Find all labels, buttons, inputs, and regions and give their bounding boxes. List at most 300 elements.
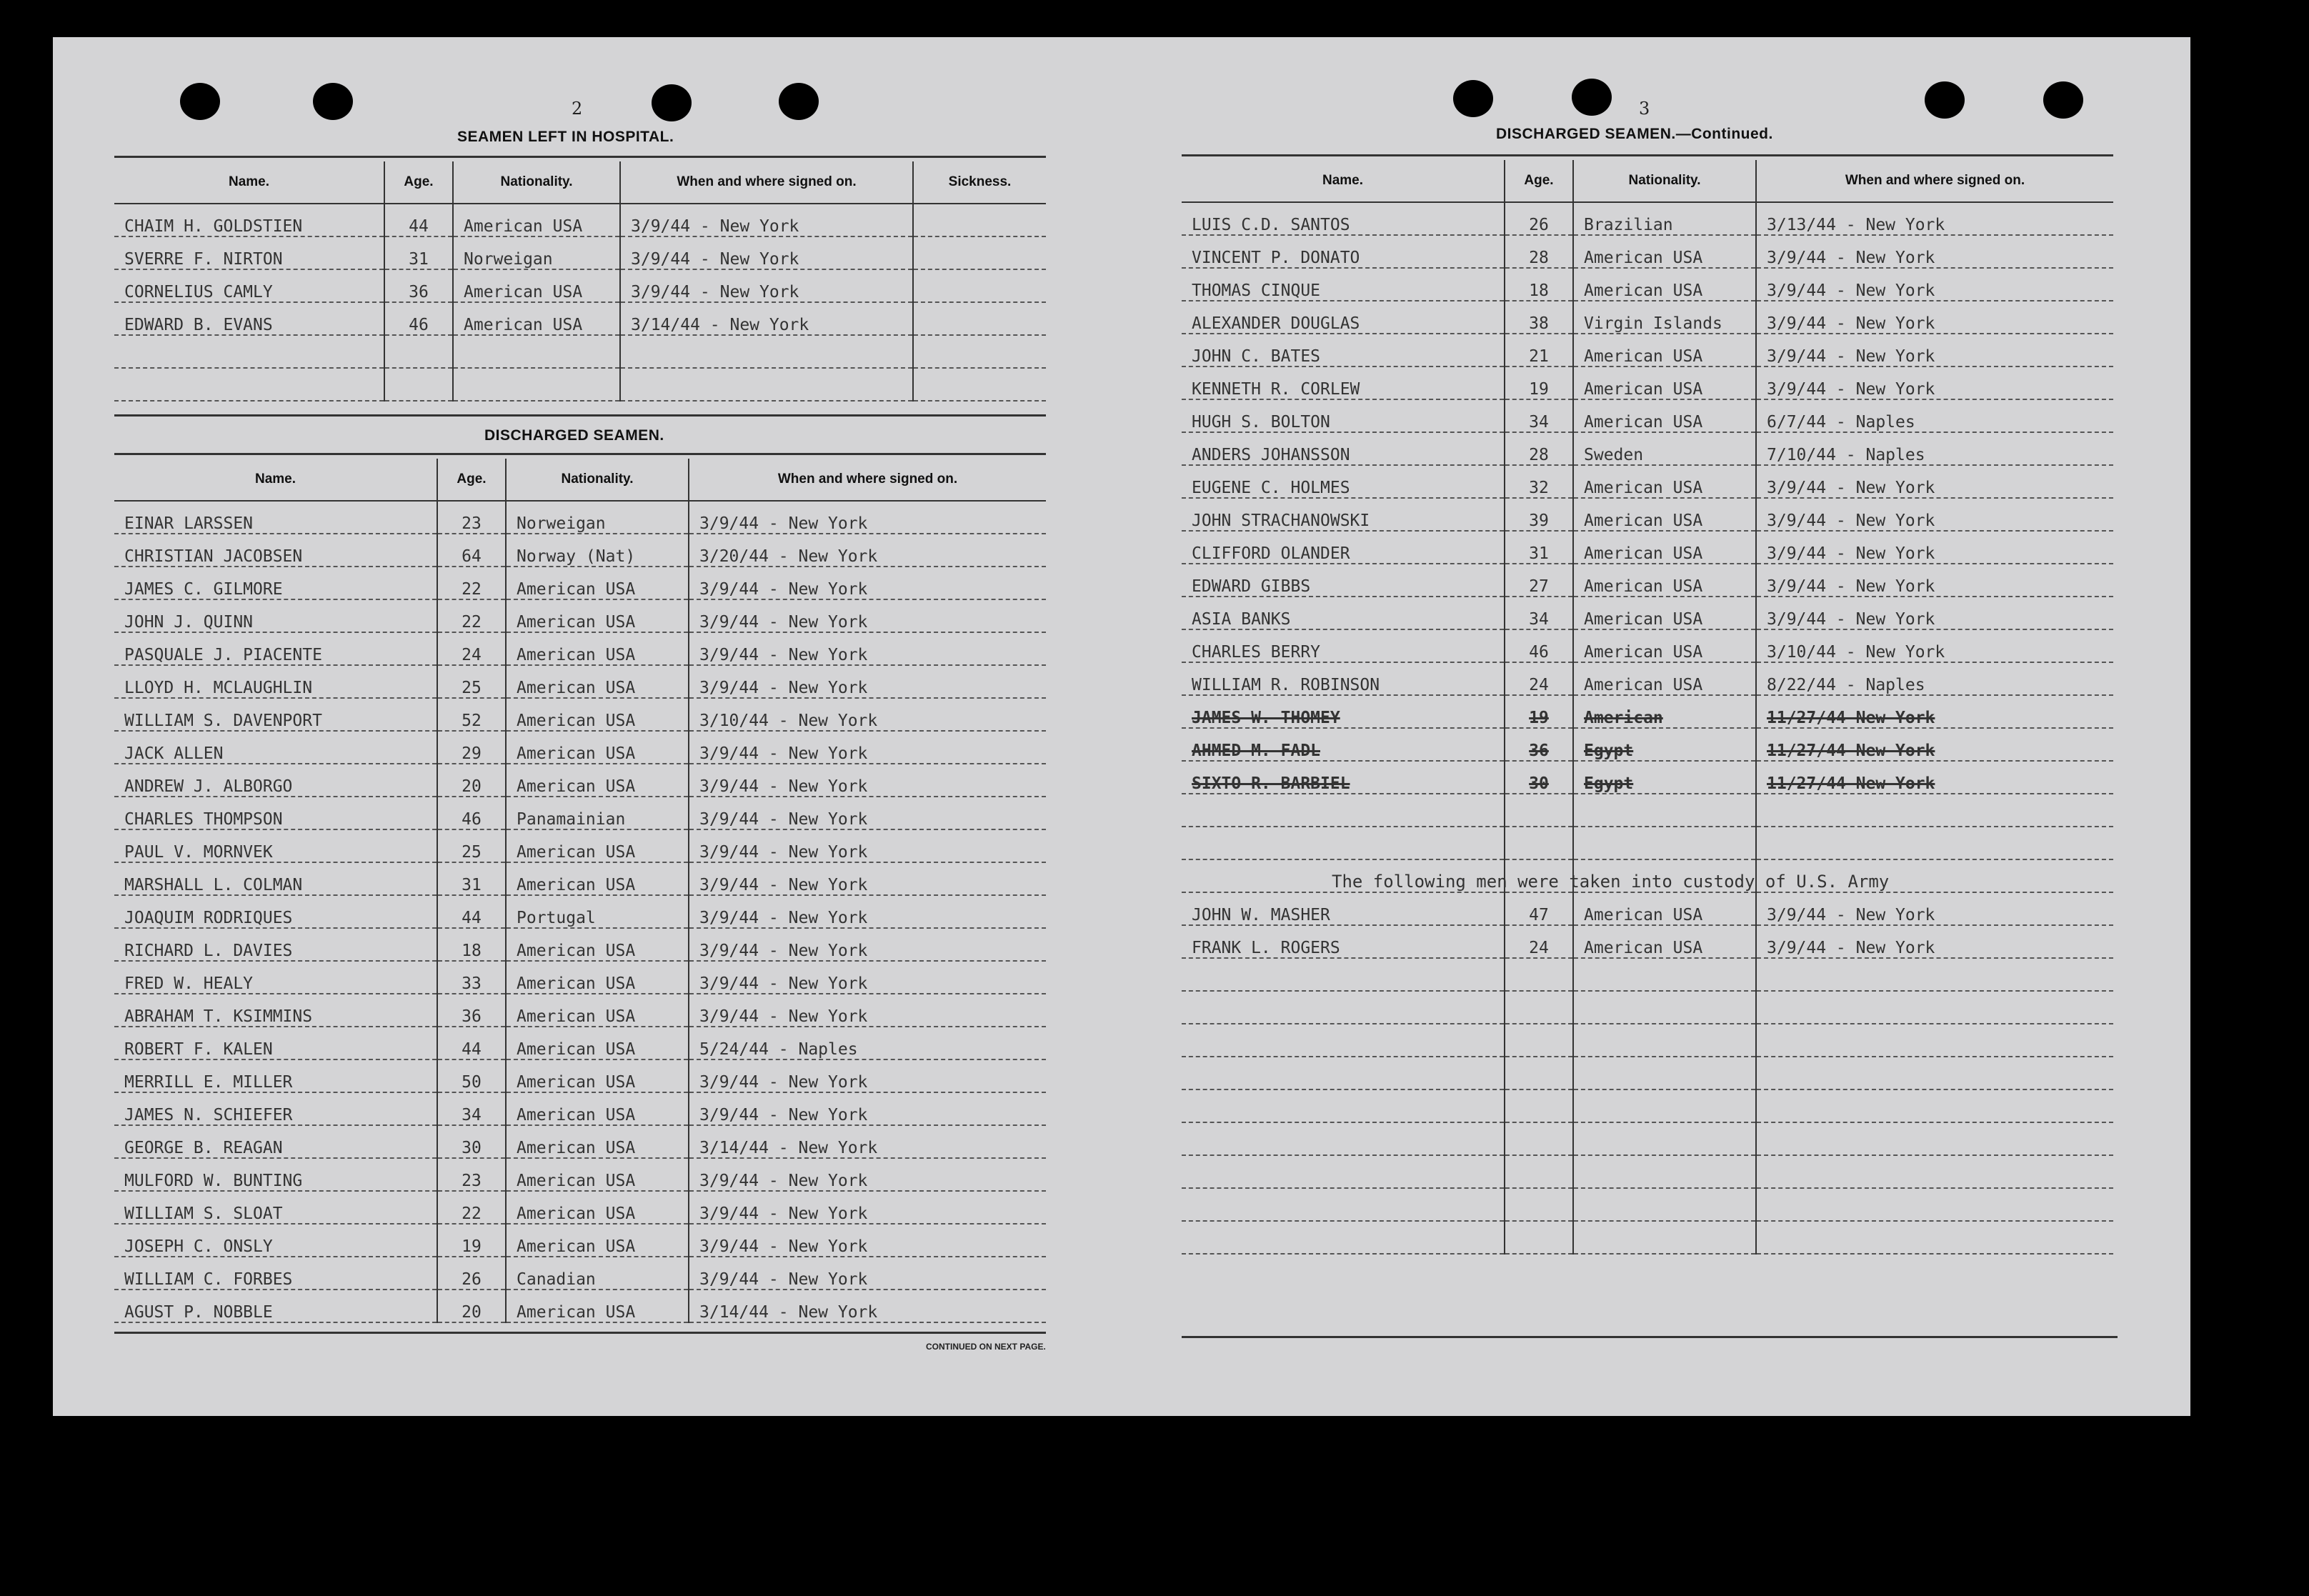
table-row: [1182, 268, 2113, 301]
blank-row: [1182, 1122, 2113, 1155]
cell-sickness: [913, 302, 1046, 335]
cell-signed-on: [1756, 991, 2113, 1024]
table-row: [114, 368, 1046, 401]
cell-signed-on: 3/14/44 - New York: [689, 1290, 1046, 1322]
table-row: [114, 928, 1046, 961]
cell-nationality: Egypt: [1573, 728, 1756, 761]
cell-name: [1182, 1122, 1505, 1155]
table-header-row: [114, 459, 1046, 501]
cell-nationality: American USA: [1573, 399, 1756, 432]
table-row: [114, 829, 1046, 862]
cell-nationality: Canadian: [506, 1257, 689, 1290]
cell-name: WILLIAM C. FORBES: [114, 1257, 437, 1290]
cell-age: 25: [437, 829, 506, 862]
cell-nationality: Norweigan: [506, 501, 689, 534]
cell-age: [1505, 1188, 1573, 1221]
table-row: [114, 961, 1046, 994]
cell-name: JOAQUIM RODRIQUES: [114, 895, 437, 928]
cell-signed-on: [1756, 1155, 2113, 1188]
cell-signed-on: 3/13/44 - New York: [1756, 202, 2113, 235]
cell-signed-on: 3/9/44 - New York: [689, 1191, 1046, 1224]
table-row: [114, 632, 1046, 665]
cell-nationality: American USA: [453, 204, 620, 236]
table-row: [114, 1059, 1046, 1092]
cell-nationality: [1573, 827, 1756, 859]
cell-age: 28: [1505, 432, 1573, 465]
cell-name: [1182, 1024, 1505, 1057]
col-header-nationality: Nationality.: [506, 459, 689, 501]
cell-signed-on: 3/9/44 - New York: [1756, 925, 2113, 958]
table-row: [114, 731, 1046, 764]
col-header-nationality: Nationality.: [453, 161, 620, 204]
cell-name: SVERRE F. NIRTON: [114, 236, 384, 269]
col-header-age: Age.: [1505, 160, 1573, 202]
cell-nationality: [1573, 991, 1756, 1024]
cell-name: RICHARD L. DAVIES: [114, 928, 437, 961]
rule: [114, 1332, 1046, 1334]
cell-name: EUGENE C. HOLMES: [1182, 465, 1505, 498]
col-header-name: Name.: [1182, 160, 1505, 202]
cell-nationality: Virgin Islands: [1573, 301, 1756, 334]
cell-name: ROBERT F. KALEN: [114, 1027, 437, 1059]
cell-name: JAMES N. SCHIEFER: [114, 1092, 437, 1125]
cell-nationality: American USA: [506, 698, 689, 731]
cell-age: 26: [437, 1257, 506, 1290]
cell-name: CHARLES BERRY: [1182, 629, 1505, 662]
cell-name: ABRAHAM T. KSIMMINS: [114, 994, 437, 1027]
cell-signed-on: 11/27/44 New York: [1756, 761, 2113, 794]
cell-name: FRANK L. ROGERS: [1182, 925, 1505, 958]
cell-age: 31: [437, 862, 506, 895]
struck-row: [1182, 761, 2113, 794]
cell-age: 23: [437, 501, 506, 534]
cell-name: LLOYD H. MCLAUGHLIN: [114, 665, 437, 698]
cell-nationality: Norweigan: [453, 236, 620, 269]
table-row: [1182, 662, 2113, 695]
blank-row: [1182, 1089, 2113, 1122]
cell-nationality: American USA: [1573, 925, 1756, 958]
cell-nationality: [1573, 958, 1756, 991]
cell-nationality: American USA: [1573, 465, 1756, 498]
cell-nationality: American USA: [1573, 498, 1756, 531]
cell-age: [1505, 1155, 1573, 1188]
col-header-signed-on: When and where signed on.: [689, 459, 1046, 501]
cell-name: VINCENT P. DONATO: [1182, 235, 1505, 268]
table-row: [1182, 498, 2113, 531]
table-row: [114, 797, 1046, 829]
cell-name: MERRILL E. MILLER: [114, 1059, 437, 1092]
cell-name: JOHN C. BATES: [1182, 334, 1505, 366]
cell-nationality: [1573, 1089, 1756, 1122]
table-row: [114, 1125, 1046, 1158]
cell-nationality: [1573, 1057, 1756, 1089]
table-row: [1182, 432, 2113, 465]
table-header-row: [114, 161, 1046, 204]
cell-nationality: American USA: [506, 632, 689, 665]
cell-signed-on: [1756, 1024, 2113, 1057]
cell-name: WILLIAM S. DAVENPORT: [114, 698, 437, 731]
cell-age: 30: [437, 1125, 506, 1158]
col-header-age: Age.: [437, 459, 506, 501]
table-row: [1182, 629, 2113, 662]
blank-row: [1182, 1155, 2113, 1188]
cell-signed-on: 11/27/44 New York: [1756, 728, 2113, 761]
cell-name: [1182, 1089, 1505, 1122]
cell-name: [1182, 1188, 1505, 1221]
col-header-nationality: Nationality.: [1573, 160, 1756, 202]
cell-signed-on: 3/9/44 - New York: [689, 862, 1046, 895]
cell-age: 33: [437, 961, 506, 994]
cell-nationality: [1573, 794, 1756, 827]
cell-signed-on: 3/9/44 - New York: [620, 269, 913, 302]
cell-nationality: American USA: [1573, 235, 1756, 268]
cell-signed-on: [1756, 1057, 2113, 1089]
col-header-signed-on: When and where signed on.: [1756, 160, 2113, 202]
discharged-section-title: DISCHARGED SEAMEN.: [484, 427, 664, 444]
cell-nationality: American USA: [1573, 564, 1756, 597]
cell-nationality: American USA: [1573, 597, 1756, 629]
right-page: [1182, 37, 2175, 1416]
cell-signed-on: 3/9/44 - New York: [1756, 531, 2113, 564]
cell-nationality: [1573, 1188, 1756, 1221]
cell-signed-on: 3/9/44 - New York: [1756, 597, 2113, 629]
cell-age: 20: [437, 1290, 506, 1322]
hospital-section-title: SEAMEN LEFT IN HOSPITAL.: [457, 129, 674, 145]
cell-age: 44: [437, 1027, 506, 1059]
cell-nationality: [1573, 1155, 1756, 1188]
cell-age: [1505, 1089, 1573, 1122]
cell-age: 32: [1505, 465, 1573, 498]
table-row: [114, 1158, 1046, 1191]
table-row: [114, 335, 1046, 368]
cell-signed-on: 3/14/44 - New York: [620, 302, 913, 335]
cell-age: 24: [1505, 925, 1573, 958]
cell-name: JOSEPH C. ONSLY: [114, 1224, 437, 1257]
col-header-age: Age.: [384, 161, 453, 204]
table-row: [114, 236, 1046, 269]
cell-nationality: American USA: [506, 567, 689, 599]
discharged-table: [114, 459, 1046, 1323]
cell-nationality: American USA: [506, 1290, 689, 1322]
table-row: [114, 1027, 1046, 1059]
cell-nationality: American USA: [506, 1125, 689, 1158]
blank-row: [1182, 1057, 2113, 1089]
cell-nationality: American USA: [506, 1059, 689, 1092]
cell-nationality: American USA: [1573, 892, 1756, 925]
cell-signed-on: 3/9/44 - New York: [689, 632, 1046, 665]
cell-nationality: American USA: [1573, 334, 1756, 366]
cell-signed-on: 3/9/44 - New York: [1756, 301, 2113, 334]
cell-signed-on: 11/27/44 New York: [1756, 695, 2113, 728]
cell-signed-on: 3/10/44 - New York: [689, 698, 1046, 731]
cell-age: 27: [1505, 564, 1573, 597]
cell-name: CHARLES THOMPSON: [114, 797, 437, 829]
cell-nationality: Egypt: [1573, 761, 1756, 794]
cell-name: THOMAS CINQUE: [1182, 268, 1505, 301]
cell-name: PASQUALE J. PIACENTE: [114, 632, 437, 665]
table-row: [114, 895, 1046, 928]
cell-signed-on: 3/9/44 - New York: [1756, 564, 2113, 597]
table-row: [114, 698, 1046, 731]
cell-name: AGUST P. NOBBLE: [114, 1290, 437, 1322]
cell-signed-on: 3/9/44 - New York: [1756, 268, 2113, 301]
discharged-continued-title: DISCHARGED SEAMEN.—Continued.: [1496, 126, 1773, 142]
cell-name: [1182, 794, 1505, 827]
table-row: [114, 665, 1046, 698]
cell-age: [1505, 1122, 1573, 1155]
table-row: [114, 1257, 1046, 1290]
cell-nationality: Brazilian: [1573, 202, 1756, 235]
table-row: [114, 764, 1046, 797]
cell-age: 24: [437, 632, 506, 665]
cell-signed-on: [1756, 1188, 2113, 1221]
cell-age: 19: [437, 1224, 506, 1257]
cell-age: 18: [1505, 268, 1573, 301]
cell-nationality: American USA: [506, 961, 689, 994]
cell-nationality: American USA: [453, 269, 620, 302]
rule: [114, 156, 1046, 158]
table-row: [1182, 399, 2113, 432]
struck-row: [1182, 695, 2113, 728]
col-header-name: Name.: [114, 459, 437, 501]
cell-name: WILLIAM S. SLOAT: [114, 1191, 437, 1224]
page-number: 2: [572, 99, 583, 119]
cell-age: [1505, 1024, 1573, 1057]
cell-signed-on: [1756, 1089, 2113, 1122]
cell-name: FRED W. HEALY: [114, 961, 437, 994]
cell-nationality: American USA: [1573, 629, 1756, 662]
custody-note: The following men were taken into custody of U.S. Army: [1332, 872, 1890, 892]
cell-age: 34: [1505, 597, 1573, 629]
cell-name: MULFORD W. BUNTING: [114, 1158, 437, 1191]
cell-signed-on: 3/20/44 - New York: [689, 534, 1046, 567]
cell-age: 38: [1505, 301, 1573, 334]
cell-signed-on: [1756, 827, 2113, 859]
cell-name: EDWARD GIBBS: [1182, 564, 1505, 597]
cell-age: 22: [437, 1191, 506, 1224]
cell-signed-on: 3/9/44 - New York: [689, 567, 1046, 599]
cell-age: 34: [437, 1092, 506, 1125]
cell-name: AHMED M. FADL: [1182, 728, 1505, 761]
table-row: [114, 1224, 1046, 1257]
cell-signed-on: [620, 368, 913, 401]
cell-name: [1182, 1221, 1505, 1254]
blank-row: [1182, 794, 2113, 827]
hospital-rows: [114, 204, 1046, 401]
table-row: [114, 501, 1046, 534]
cell-signed-on: 3/9/44 - New York: [689, 764, 1046, 797]
cell-name: [1182, 991, 1505, 1024]
cell-nationality: American USA: [506, 1158, 689, 1191]
cell-nationality: American USA: [506, 1224, 689, 1257]
cell-name: GEORGE B. REAGAN: [114, 1125, 437, 1158]
cell-age: 64: [437, 534, 506, 567]
cell-age: [1505, 958, 1573, 991]
cell-name: CLIFFORD OLANDER: [1182, 531, 1505, 564]
cell-age: [384, 368, 453, 401]
cell-age: [384, 335, 453, 368]
table-row: [1182, 531, 2113, 564]
cell-name: [1182, 1057, 1505, 1089]
cell-signed-on: 3/9/44 - New York: [689, 829, 1046, 862]
table-row: [1182, 597, 2113, 629]
cell-name: LUIS C.D. SANTOS: [1182, 202, 1505, 235]
table-header-row: [1182, 160, 2113, 202]
cell-name: ANDERS JOHANSSON: [1182, 432, 1505, 465]
cell-nationality: Sweden: [1573, 432, 1756, 465]
table-row: [114, 302, 1046, 335]
cell-signed-on: 3/9/44 - New York: [1756, 892, 2113, 925]
table-row: [114, 204, 1046, 236]
cell-nationality: American USA: [506, 1027, 689, 1059]
blank-row: [1182, 1024, 2113, 1057]
cell-name: EINAR LARSSEN: [114, 501, 437, 534]
cell-age: [1505, 827, 1573, 859]
rule: [1182, 154, 2113, 156]
cell-signed-on: 3/9/44 - New York: [689, 501, 1046, 534]
table-row: [1182, 564, 2113, 597]
cell-signed-on: [1756, 1221, 2113, 1254]
cell-signed-on: 3/9/44 - New York: [689, 895, 1046, 928]
cell-age: 36: [437, 994, 506, 1027]
cell-name: [1182, 827, 1505, 859]
blank-row: [1182, 827, 2113, 859]
cell-age: 52: [437, 698, 506, 731]
cell-signed-on: 3/9/44 - New York: [689, 1059, 1046, 1092]
cell-age: 50: [437, 1059, 506, 1092]
cell-nationality: [1573, 1221, 1756, 1254]
blank-row: [1182, 991, 2113, 1024]
cell-name: CHRISTIAN JACOBSEN: [114, 534, 437, 567]
cell-name: [1182, 958, 1505, 991]
cell-signed-on: 3/9/44 - New York: [689, 1224, 1046, 1257]
table-row: [1182, 465, 2113, 498]
cell-signed-on: 3/9/44 - New York: [1756, 334, 2113, 366]
cell-name: ASIA BANKS: [1182, 597, 1505, 629]
cell-signed-on: 3/9/44 - New York: [620, 204, 913, 236]
cell-signed-on: 3/9/44 - New York: [689, 994, 1046, 1027]
cell-age: 24: [1505, 662, 1573, 695]
cell-age: 21: [1505, 334, 1573, 366]
table-row: [114, 534, 1046, 567]
cell-signed-on: 7/10/44 - Naples: [1756, 432, 2113, 465]
cell-age: 36: [1505, 728, 1573, 761]
cell-age: 18: [437, 928, 506, 961]
blank-row: [1182, 1188, 2113, 1221]
col-header-name: Name.: [114, 161, 384, 204]
cell-name: KENNETH R. CORLEW: [1182, 366, 1505, 399]
cell-name: PAUL V. MORNVEK: [114, 829, 437, 862]
cell-age: 26: [1505, 202, 1573, 235]
discharged-continued-table: [1182, 160, 2113, 1255]
cell-sickness: [913, 236, 1046, 269]
cell-nationality: American USA: [1573, 662, 1756, 695]
rule: [1182, 1336, 2118, 1338]
cell-name: JACK ALLEN: [114, 731, 437, 764]
cell-age: 23: [437, 1158, 506, 1191]
cell-signed-on: 3/9/44 - New York: [689, 1257, 1046, 1290]
cell-signed-on: 3/14/44 - New York: [689, 1125, 1046, 1158]
cell-name: [114, 368, 384, 401]
cell-nationality: American USA: [506, 599, 689, 632]
table-row: [1182, 202, 2113, 235]
left-page: [114, 37, 1114, 1416]
cell-signed-on: [620, 335, 913, 368]
cell-signed-on: 3/10/44 - New York: [1756, 629, 2113, 662]
cell-name: SIXTO R. BARBIEL: [1182, 761, 1505, 794]
cell-name: JAMES C. GILMORE: [114, 567, 437, 599]
table-row: [114, 994, 1046, 1027]
cell-age: 46: [437, 797, 506, 829]
cell-age: 34: [1505, 399, 1573, 432]
cell-nationality: American USA: [506, 829, 689, 862]
cell-signed-on: 3/9/44 - New York: [689, 1158, 1046, 1191]
cell-age: 22: [437, 599, 506, 632]
cell-signed-on: 3/9/44 - New York: [1756, 235, 2113, 268]
cell-age: 25: [437, 665, 506, 698]
struck-row: [1182, 728, 2113, 761]
cell-age: 31: [1505, 531, 1573, 564]
cell-age: 29: [437, 731, 506, 764]
custody-row: [1182, 925, 2113, 958]
cell-name: JOHN W. MASHER: [1182, 892, 1505, 925]
table-row: [1182, 301, 2113, 334]
cell-signed-on: [1756, 1122, 2113, 1155]
cell-name: [114, 335, 384, 368]
cell-signed-on: 3/9/44 - New York: [1756, 465, 2113, 498]
ledger-sheet: [53, 37, 2190, 1416]
cell-sickness: [913, 204, 1046, 236]
cell-nationality: [453, 335, 620, 368]
cell-age: 20: [437, 764, 506, 797]
cell-nationality: [1573, 1122, 1756, 1155]
cell-signed-on: 3/9/44 - New York: [689, 1092, 1046, 1125]
hospital-table: [114, 161, 1046, 402]
cell-signed-on: 3/9/44 - New York: [689, 599, 1046, 632]
cell-age: 36: [384, 269, 453, 302]
cell-name: JOHN J. QUINN: [114, 599, 437, 632]
cell-signed-on: 3/9/44 - New York: [689, 961, 1046, 994]
cell-nationality: American USA: [1573, 366, 1756, 399]
cell-signed-on: 3/9/44 - New York: [620, 236, 913, 269]
cell-name: ALEXANDER DOUGLAS: [1182, 301, 1505, 334]
cell-name: ANDREW J. ALBORGO: [114, 764, 437, 797]
cell-nationality: [1573, 1024, 1756, 1057]
custody-row: [1182, 892, 2113, 925]
cell-nationality: Portugal: [506, 895, 689, 928]
blank-row: [1182, 1221, 2113, 1254]
rule: [114, 453, 1046, 455]
cell-nationality: American USA: [506, 928, 689, 961]
table-row: [1182, 366, 2113, 399]
cell-signed-on: 3/9/44 - New York: [689, 797, 1046, 829]
cell-age: 19: [1505, 366, 1573, 399]
cell-age: 30: [1505, 761, 1573, 794]
cell-nationality: American USA: [453, 302, 620, 335]
cell-nationality: Norway (Nat): [506, 534, 689, 567]
cell-age: 19: [1505, 695, 1573, 728]
cell-signed-on: [1756, 958, 2113, 991]
table-row: [1182, 334, 2113, 366]
cell-signed-on: [1756, 794, 2113, 827]
cell-name: JOHN STRACHANOWSKI: [1182, 498, 1505, 531]
table-row: [114, 1191, 1046, 1224]
cell-age: [1505, 794, 1573, 827]
cell-sickness: [913, 269, 1046, 302]
cell-signed-on: 3/9/44 - New York: [689, 928, 1046, 961]
cell-name: [1182, 1155, 1505, 1188]
cell-age: 28: [1505, 235, 1573, 268]
